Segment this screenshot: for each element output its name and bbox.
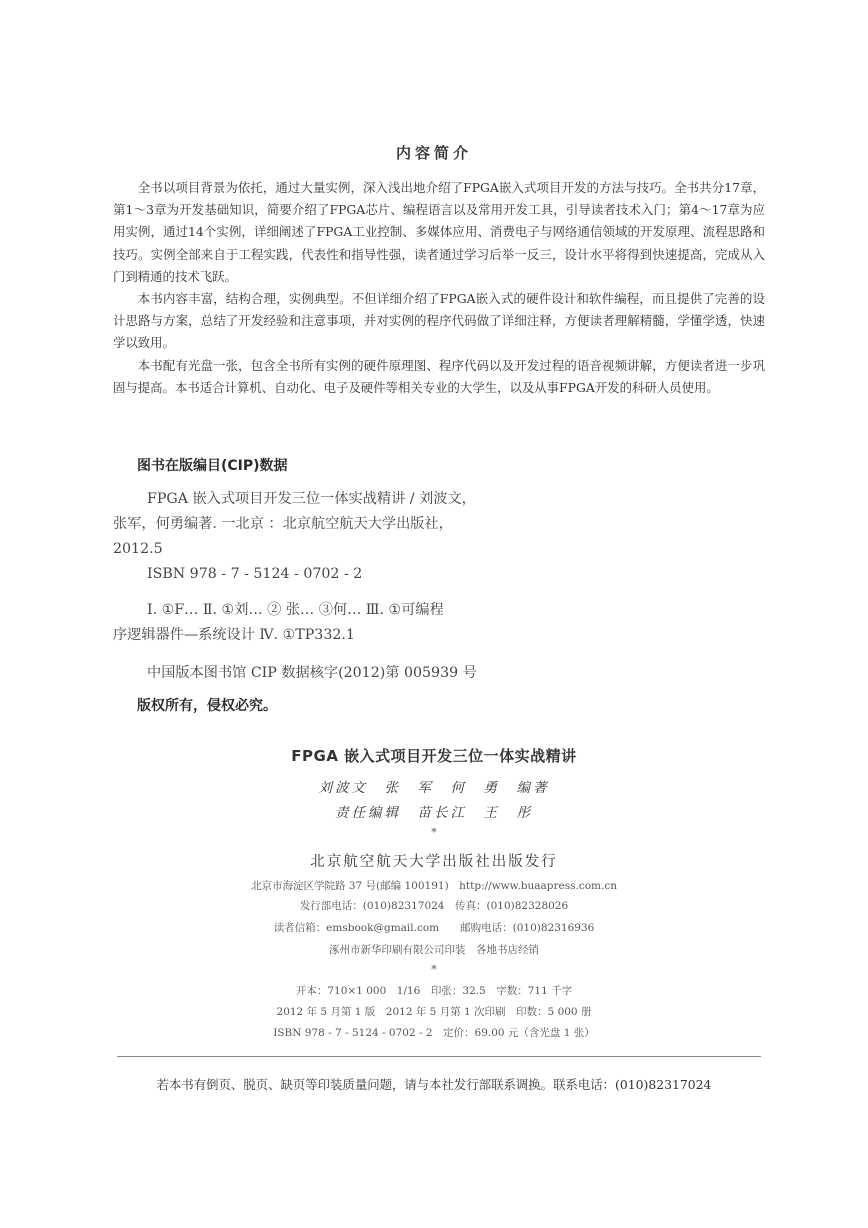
imprint-printer: 涿州市新华印刷有限公司印装 各地书店经销 [329, 944, 539, 956]
cip-class-line: 序逻辑器件—系统设计 Ⅳ. ①TP332.1 [113, 627, 355, 643]
quality-notice: 若本书有倒页、脱页、缺页等印装质量问题，请与本社发行部联系调换。联系电话：(010)82317024 [156, 1077, 712, 1092]
cip-classification [113, 598, 773, 648]
imprint-isbn-price: ISBN 978 - 7 - 5124 - 0702 - 2 定价：69.00 元（含光盘 1 张） [273, 1027, 595, 1039]
summary-paragraph: 全书以项目背景为依托，通过大量实例，深入浅出地介绍了FPGA嵌入式项目开发的方法与技巧。全书共分17章，第1～3章为开发基础知识，简要介绍了FPGA芯片、编程语言以及常用开发工具，引导读者技术入门；第4～17章为应用实例，通过14个实例，详细阐述了FPGA工业控制、多媒体应用、消费电子与网络通信领域的开发原理、流程思路和技巧。实例全部来自于工程实践，代表性和指导性强，读者通过学习后举一反三，设计水平将得到快速提高，完成从入门到精通的技术飞跃。 [113, 180, 765, 284]
summary-title: 内容简介 [395, 144, 472, 162]
summary-body [113, 177, 765, 399]
cip-isbn: ISBN 978 - 7 - 5124 - 0702 - 2 [147, 566, 363, 582]
imprint-address: 北京市海淀区学院路 37 号(邮编 100191) http://www.buaapress.com.cn [251, 880, 617, 892]
cip-line: 2012.5 [113, 541, 163, 557]
cip-number [113, 661, 773, 686]
imprint-separator: * [431, 826, 437, 839]
imprint-book-title: FPGA 嵌入式项目开发三位一体实战精讲 [291, 747, 577, 765]
imprint-authors: 刘波文 张 军 何 勇 编著 [318, 780, 550, 796]
summary-paragraph: 本书配有光盘一张，包含全书所有实例的硬件原理图、程序代码以及开发过程的语音视频讲解，方便读者进一步巩固与提高。本书适合计算机、自动化、电子及硬件等相关专业的大学生，以及从事FPGA开发的科研人员使用。 [113, 357, 765, 395]
imprint-spec: 开本：710×1 000 1/16 印张：32.5 字数：711 千字 [295, 985, 573, 997]
divider [117, 1056, 761, 1057]
imprint-phone: 发行部电话：(010)82317024 传真：(010)82328026 [299, 900, 569, 912]
summary-paragraph: 本书内容丰富，结构合理，实例典型。不但详细介绍了FPGA嵌入式的硬件设计和软件编程，而且提供了完善的设计思路与方案，总结了开发经验和注意事项，并对实例的程序代码做了详细注释，方便读者理解精髓，学懂学透，快速学以致用。 [113, 291, 765, 351]
imprint-publisher: 北京航空航天大学出版社出版发行 [310, 854, 558, 870]
cip-class-line: Ⅰ. ①F… Ⅱ. ①刘… ② 张… ③何… Ⅲ. ①可编程 [147, 602, 444, 618]
cip-record [113, 487, 773, 587]
imprint-edition: 2012 年 5 月第 1 版 2012 年 5 月第 1 次印刷 印数：5 000 册 [276, 1006, 592, 1018]
imprint-editor: 责任编辑 苗长江 王 彤 [335, 805, 533, 821]
imprint-separator: * [431, 963, 437, 976]
cip-number-text: 中国版本图书馆 CIP 数据核字(2012)第 005939 号 [147, 665, 477, 681]
cip-heading: 图书在版编目(CIP)数据 [137, 458, 288, 474]
imprint-reader-contact: 读者信箱：emsbook@gmail.com 邮购电话：(010)82316936 [273, 922, 595, 934]
cip-line: FPGA 嵌入式项目开发三位一体实战精讲 / 刘波文， [147, 491, 476, 507]
copyright-notice: 版权所有，侵权必究。 [137, 698, 277, 714]
cip-line: 张军，何勇编著. 一北京 ：北京航空航天大学出版社， [113, 516, 453, 532]
